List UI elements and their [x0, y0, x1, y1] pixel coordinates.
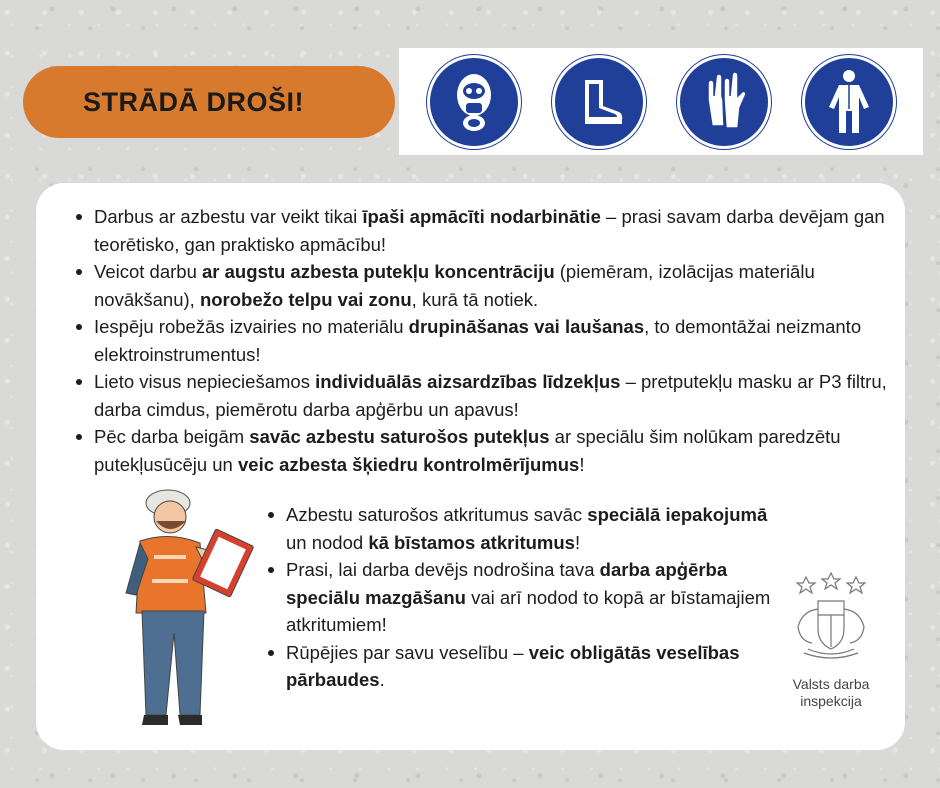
text: vai arī nodod to kopā ar bīstamajiem atkritumiem! — [286, 586, 771, 635]
bold-text: kā bīstamos atkritumus — [368, 531, 575, 553]
bottom-bullet-list — [268, 501, 788, 694]
title-banner — [23, 66, 395, 138]
bold-text: veic obligātās veselības pārbaudes — [286, 641, 740, 690]
logo-line-2: inspekcija — [800, 693, 862, 709]
protective-coverall-icon — [802, 55, 896, 149]
text: Azbestu saturošos atkritumus savāc — [286, 504, 588, 525]
worker-with-clipboard-icon — [96, 483, 256, 733]
text: Veicot darbu — [94, 261, 202, 282]
text: ar speciālu šim nolūkam paredzētu putekļusūcēju un — [94, 426, 841, 475]
top-bullet-item — [76, 423, 896, 478]
bold-text: individuālās aizsardzības līdzekļus — [315, 371, 621, 392]
top-bullet-list — [76, 203, 896, 478]
banner-title: STRĀDĀ DROŠI! — [83, 86, 304, 117]
top-bullet-item — [76, 258, 896, 313]
bold-text: speciālā iepakojumā — [587, 504, 768, 525]
text: (piemēram, izolācijas materiālu novākšanu), — [94, 261, 815, 310]
inspection-logo — [776, 571, 886, 711]
text: Darbus ar azbestu var veikt tikai — [94, 206, 363, 227]
respirator-mask-icon — [427, 55, 521, 149]
protective-gloves-icon — [677, 55, 771, 149]
text: Lieto visus nepieciešamos — [94, 371, 316, 392]
top-bullet-item — [76, 368, 896, 423]
text: Pēc darba beigām — [94, 426, 250, 447]
info-card — [36, 183, 905, 750]
safety-boot-icon — [552, 55, 646, 149]
bottom-bullet-item — [268, 639, 788, 694]
safety-signs-panel — [399, 48, 923, 155]
text: un nodod — [286, 531, 369, 553]
top-bullet-item — [76, 313, 896, 368]
bold-text: savāc azbestu saturošos putekļus — [249, 426, 550, 447]
bold-text: drupināšanas vai laušanas — [408, 316, 645, 337]
bold-text: ar augstu azbesta putekļu koncentrāciju — [202, 261, 555, 282]
coat-of-arms-icon — [788, 571, 874, 667]
text: Prasi, lai darba devējs nodrošina tava — [286, 559, 600, 580]
text: Rūpējies par savu veselību – — [286, 641, 529, 663]
logo-line-1: Valsts darba — [792, 676, 870, 692]
text: ! — [579, 453, 585, 475]
text: Iespēju robežās izvairies no materiālu — [94, 316, 409, 337]
bold-text: īpaši apmācīti nodarbinātie — [362, 206, 601, 227]
text: . — [379, 669, 385, 690]
text: – pretputekļu masku ar P3 filtru, darba cimdus, piemērotu darba apģērbu un apavus! — [94, 371, 887, 420]
bold-text: darba apģērba speciālu mazgāšanu — [286, 559, 728, 608]
bottom-bullet-item — [268, 501, 788, 556]
top-bullet-item — [76, 203, 896, 258]
bottom-bullet-item — [268, 556, 788, 639]
text: – prasi savam darba devējam gan teorētisko, gan praktisko apmācību! — [94, 206, 885, 255]
text: , kurā tā notiek. — [411, 288, 539, 310]
text: , to demontāžai neizmanto elektroinstrumentus! — [94, 316, 862, 365]
bold-text: veic azbesta šķiedru kontrolmērījumus — [238, 453, 580, 475]
bold-text: norobežo telpu vai zonu — [199, 288, 412, 310]
text: ! — [574, 531, 581, 553]
